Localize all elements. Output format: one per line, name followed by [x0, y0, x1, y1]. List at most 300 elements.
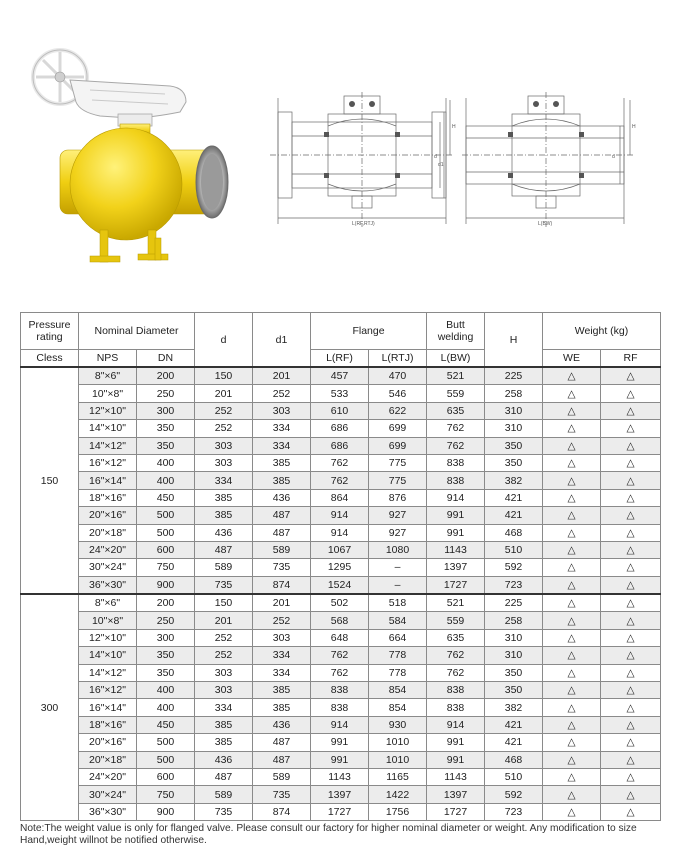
cell-dn: 300	[137, 402, 195, 419]
cell-d: 201	[195, 612, 253, 629]
cell-l-rf: 568	[311, 612, 369, 629]
cell-l-rtj: 1756	[369, 803, 427, 820]
header-d: d	[195, 313, 253, 368]
header-dn: DN	[137, 350, 195, 368]
cell-l-bw: 1143	[427, 768, 485, 785]
cell-d1: 303	[253, 629, 311, 646]
cell-d1: 487	[253, 751, 311, 768]
cell-dn: 450	[137, 489, 195, 506]
cell-d: 589	[195, 786, 253, 803]
drawing-left-length-label: L(RF,RTJ)	[352, 221, 375, 227]
drawing-left-d-label: d	[434, 154, 437, 160]
cell-l-rtj: 927	[369, 524, 427, 541]
cell-d: 252	[195, 402, 253, 419]
cell-h: 310	[485, 420, 543, 437]
header-nps: NPS	[79, 350, 137, 368]
table-row	[21, 612, 661, 629]
table-row	[21, 768, 661, 785]
cell-dn: 400	[137, 699, 195, 716]
drawing-right-length-label: L(BW)	[538, 221, 553, 227]
cell-we: △	[543, 682, 601, 699]
cell-l-rf: 533	[311, 385, 369, 402]
header-nominal-diameter: Nominal Diameter	[79, 313, 195, 350]
cell-l-rtj: 584	[369, 612, 427, 629]
cell-l-rf: 502	[311, 594, 369, 612]
cell-h: 382	[485, 472, 543, 489]
table-row	[21, 420, 661, 437]
cell-l-rf: 686	[311, 437, 369, 454]
cell-l-rtj: 518	[369, 594, 427, 612]
cell-h: 510	[485, 541, 543, 558]
table-row	[21, 385, 661, 402]
cell-h: 350	[485, 682, 543, 699]
header-weight: Weight (kg)	[543, 313, 661, 350]
cell-l-rf: 686	[311, 420, 369, 437]
cell-dn: 600	[137, 541, 195, 558]
cell-nps: 24"×20"	[79, 541, 137, 558]
cell-d: 735	[195, 576, 253, 594]
cell-dn: 500	[137, 734, 195, 751]
cell-l-rtj: 622	[369, 402, 427, 419]
cell-rf: △	[601, 489, 661, 506]
cell-l-bw: 1397	[427, 786, 485, 803]
cell-l-rf: 914	[311, 716, 369, 733]
cell-nps: 8"×6"	[79, 367, 137, 385]
cell-l-bw: 838	[427, 699, 485, 716]
cell-h: 510	[485, 768, 543, 785]
cell-rf: △	[601, 541, 661, 558]
cell-d1: 874	[253, 803, 311, 820]
cell-d: 303	[195, 682, 253, 699]
cell-we: △	[543, 734, 601, 751]
table-row	[21, 367, 661, 385]
cell-we: △	[543, 385, 601, 402]
cell-l-rf: 838	[311, 699, 369, 716]
cell-rf: △	[601, 367, 661, 385]
header-flange: Flange	[311, 313, 427, 350]
cell-h: 258	[485, 385, 543, 402]
cell-l-rtj: 1010	[369, 751, 427, 768]
table-row	[21, 699, 661, 716]
cell-we: △	[543, 629, 601, 646]
cell-nps: 8"×6"	[79, 594, 137, 612]
cell-h: 225	[485, 594, 543, 612]
cell-l-rtj: –	[369, 576, 427, 594]
cell-l-rf: 864	[311, 489, 369, 506]
cell-rf: △	[601, 612, 661, 629]
gearbox-icon	[70, 80, 186, 126]
cell-nps: 10"×8"	[79, 612, 137, 629]
cell-we: △	[543, 786, 601, 803]
cell-we: △	[543, 559, 601, 576]
drawing-left-d1-label: d1	[438, 162, 444, 168]
cell-d: 201	[195, 385, 253, 402]
cell-dn: 900	[137, 803, 195, 820]
cell-nps: 20"×16"	[79, 507, 137, 524]
cell-dn: 500	[137, 751, 195, 768]
cell-d1: 334	[253, 437, 311, 454]
cell-h: 350	[485, 664, 543, 681]
cell-nps: 24"×20"	[79, 768, 137, 785]
cell-l-rf: 1143	[311, 768, 369, 785]
cell-l-rtj: 930	[369, 716, 427, 733]
cell-l-bw: 762	[427, 437, 485, 454]
cell-nps: 20"×16"	[79, 734, 137, 751]
cell-we: △	[543, 541, 601, 558]
header-l-rf: L(RF)	[311, 350, 369, 368]
table-row	[21, 472, 661, 489]
cell-rf: △	[601, 751, 661, 768]
cell-dn: 500	[137, 524, 195, 541]
cell-rf: △	[601, 716, 661, 733]
cell-l-rtj: 699	[369, 437, 427, 454]
cell-we: △	[543, 647, 601, 664]
cell-d: 385	[195, 734, 253, 751]
cell-we: △	[543, 454, 601, 471]
header-d1: d1	[253, 313, 311, 368]
cell-d: 436	[195, 751, 253, 768]
cell-dn: 350	[137, 437, 195, 454]
table-row	[21, 647, 661, 664]
cell-l-rtj: 876	[369, 489, 427, 506]
cell-nps: 18"×16"	[79, 716, 137, 733]
table-row	[21, 803, 661, 820]
cell-d1: 735	[253, 786, 311, 803]
cell-nps: 12"×10"	[79, 402, 137, 419]
cell-l-bw: 762	[427, 647, 485, 664]
cell-nps: 14"×10"	[79, 647, 137, 664]
cell-l-bw: 1727	[427, 576, 485, 594]
cell-h: 310	[485, 402, 543, 419]
cell-dn: 400	[137, 454, 195, 471]
cell-d: 252	[195, 629, 253, 646]
cell-nps: 20"×18"	[79, 751, 137, 768]
cell-d: 385	[195, 507, 253, 524]
cell-we: △	[543, 612, 601, 629]
cell-d: 150	[195, 367, 253, 385]
cell-l-rtj: 1165	[369, 768, 427, 785]
cell-d: 303	[195, 664, 253, 681]
cell-dn: 300	[137, 629, 195, 646]
table-row	[21, 402, 661, 419]
cell-rf: △	[601, 402, 661, 419]
table-row	[21, 454, 661, 471]
table-row	[21, 541, 661, 558]
cell-l-bw: 635	[427, 402, 485, 419]
cell-l-rf: 610	[311, 402, 369, 419]
cell-d: 385	[195, 489, 253, 506]
cell-dn: 250	[137, 385, 195, 402]
cell-rf: △	[601, 559, 661, 576]
cell-d: 150	[195, 594, 253, 612]
cell-l-rf: 1397	[311, 786, 369, 803]
cell-l-rtj: 778	[369, 664, 427, 681]
cell-dn: 600	[137, 768, 195, 785]
cell-rf: △	[601, 420, 661, 437]
cell-nps: 30"×24"	[79, 786, 137, 803]
cell-d: 334	[195, 699, 253, 716]
cell-d: 735	[195, 803, 253, 820]
header-class: Cless	[21, 350, 79, 368]
cell-we: △	[543, 489, 601, 506]
cell-h: 421	[485, 489, 543, 506]
cell-h: 592	[485, 786, 543, 803]
cell-h: 723	[485, 803, 543, 820]
cell-d: 252	[195, 420, 253, 437]
cell-l-rf: 648	[311, 629, 369, 646]
header-h: H	[485, 313, 543, 368]
cell-nps: 16"×12"	[79, 682, 137, 699]
cell-rf: △	[601, 699, 661, 716]
cell-we: △	[543, 594, 601, 612]
cell-d1: 874	[253, 576, 311, 594]
cell-d1: 252	[253, 612, 311, 629]
cell-d: 303	[195, 454, 253, 471]
flanged-valve-drawing	[268, 92, 456, 232]
table-row	[21, 576, 661, 594]
cell-nps: 16"×14"	[79, 699, 137, 716]
cell-d1: 385	[253, 454, 311, 471]
cell-l-rf: 1067	[311, 541, 369, 558]
cell-l-rf: 762	[311, 454, 369, 471]
cell-we: △	[543, 716, 601, 733]
cell-we: △	[543, 751, 601, 768]
cell-d: 252	[195, 647, 253, 664]
footnote: Note:The weight value is only for flanged valve. Please consult our factory for higher nominal diameter or weight. Any modification to size Hand,weight willnot be notified otherwise.	[20, 823, 637, 846]
cell-h: 225	[485, 367, 543, 385]
cell-rf: △	[601, 629, 661, 646]
cell-l-rf: 991	[311, 734, 369, 751]
cell-rf: △	[601, 594, 661, 612]
cell-l-rtj: –	[369, 559, 427, 576]
cell-rf: △	[601, 768, 661, 785]
table-row	[21, 524, 661, 541]
cell-h: 723	[485, 576, 543, 594]
cell-dn: 750	[137, 559, 195, 576]
cell-l-bw: 991	[427, 751, 485, 768]
cell-d1: 201	[253, 367, 311, 385]
cell-l-rtj: 854	[369, 682, 427, 699]
cell-h: 421	[485, 734, 543, 751]
cell-d: 589	[195, 559, 253, 576]
cell-rf: △	[601, 786, 661, 803]
cell-we: △	[543, 768, 601, 785]
cell-l-rtj: 664	[369, 629, 427, 646]
cell-d: 487	[195, 541, 253, 558]
cell-l-rf: 914	[311, 524, 369, 541]
cell-d1: 487	[253, 507, 311, 524]
cell-d: 385	[195, 716, 253, 733]
cell-nps: 16"×12"	[79, 454, 137, 471]
table-row	[21, 507, 661, 524]
cell-l-rtj: 775	[369, 454, 427, 471]
cell-d1: 334	[253, 420, 311, 437]
header-l-bw: L(BW)	[427, 350, 485, 368]
cell-l-bw: 762	[427, 664, 485, 681]
cell-d1: 589	[253, 768, 311, 785]
cell-nps: 10"×8"	[79, 385, 137, 402]
table-row	[21, 664, 661, 681]
cell-l-rtj: 927	[369, 507, 427, 524]
cell-h: 468	[485, 751, 543, 768]
cell-nps: 14"×12"	[79, 437, 137, 454]
class-cell: 150	[21, 367, 79, 594]
cell-d1: 252	[253, 385, 311, 402]
table-row	[21, 716, 661, 733]
table-row	[21, 786, 661, 803]
cell-l-rtj: 546	[369, 385, 427, 402]
cell-dn: 450	[137, 716, 195, 733]
cell-h: 382	[485, 699, 543, 716]
cell-rf: △	[601, 437, 661, 454]
cell-h: 258	[485, 612, 543, 629]
cell-l-rtj: 854	[369, 699, 427, 716]
cell-d1: 436	[253, 716, 311, 733]
cell-dn: 250	[137, 612, 195, 629]
header-pressure-rating: Pressure rating	[21, 313, 79, 350]
cell-d1: 487	[253, 734, 311, 751]
cell-l-bw: 1727	[427, 803, 485, 820]
cell-l-rtj: 1080	[369, 541, 427, 558]
cell-we: △	[543, 699, 601, 716]
cell-l-rf: 1295	[311, 559, 369, 576]
cell-l-rtj: 699	[369, 420, 427, 437]
cell-h: 310	[485, 647, 543, 664]
table-row	[21, 682, 661, 699]
cell-l-bw: 559	[427, 612, 485, 629]
cell-l-bw: 914	[427, 489, 485, 506]
cell-h: 468	[485, 524, 543, 541]
cell-we: △	[543, 367, 601, 385]
cell-l-rtj: 778	[369, 647, 427, 664]
cell-d1: 735	[253, 559, 311, 576]
cell-rf: △	[601, 576, 661, 594]
table-row	[21, 734, 661, 751]
cell-l-rtj: 775	[369, 472, 427, 489]
header-rf: RF	[601, 350, 661, 368]
cell-d: 303	[195, 437, 253, 454]
cell-we: △	[543, 576, 601, 594]
cell-we: △	[543, 524, 601, 541]
figure-area	[0, 0, 680, 300]
cell-d1: 334	[253, 664, 311, 681]
cell-l-bw: 1397	[427, 559, 485, 576]
cell-rf: △	[601, 454, 661, 471]
cell-dn: 350	[137, 420, 195, 437]
cell-rf: △	[601, 803, 661, 820]
cell-h: 592	[485, 559, 543, 576]
cell-we: △	[543, 803, 601, 820]
drawing-right-h-label: H	[632, 124, 636, 130]
cell-d1: 334	[253, 647, 311, 664]
cell-l-rf: 914	[311, 507, 369, 524]
cell-nps: 12"×10"	[79, 629, 137, 646]
class-cell: 300	[21, 594, 79, 821]
cell-l-bw: 991	[427, 524, 485, 541]
table-row	[21, 489, 661, 506]
cell-l-bw: 521	[427, 367, 485, 385]
cell-we: △	[543, 507, 601, 524]
table-row	[21, 594, 661, 612]
cell-nps: 14"×12"	[79, 664, 137, 681]
drawing-left-h-label: H	[452, 124, 456, 130]
cell-h: 421	[485, 716, 543, 733]
cell-dn: 900	[137, 576, 195, 594]
cell-we: △	[543, 420, 601, 437]
cell-rf: △	[601, 507, 661, 524]
cell-d1: 303	[253, 402, 311, 419]
cell-l-rf: 762	[311, 472, 369, 489]
dimension-table	[20, 312, 661, 821]
cell-we: △	[543, 664, 601, 681]
cell-h: 350	[485, 437, 543, 454]
cell-nps: 14"×10"	[79, 420, 137, 437]
cell-nps: 36"×30"	[79, 803, 137, 820]
cell-h: 310	[485, 629, 543, 646]
cell-nps: 18"×16"	[79, 489, 137, 506]
drawing-right-d-label: d	[612, 154, 615, 160]
cell-d1: 385	[253, 682, 311, 699]
cell-l-bw: 991	[427, 507, 485, 524]
cell-l-rf: 991	[311, 751, 369, 768]
butt-weld-valve-drawing	[462, 92, 638, 232]
cell-d1: 436	[253, 489, 311, 506]
cell-l-bw: 838	[427, 682, 485, 699]
cell-rf: △	[601, 524, 661, 541]
cell-d1: 385	[253, 472, 311, 489]
header-butt-welding: Butt welding	[427, 313, 485, 350]
cell-dn: 400	[137, 472, 195, 489]
cell-rf: △	[601, 472, 661, 489]
cell-l-rtj: 1010	[369, 734, 427, 751]
cell-dn: 350	[137, 647, 195, 664]
header-we: WE	[543, 350, 601, 368]
cell-l-bw: 838	[427, 454, 485, 471]
cell-dn: 350	[137, 664, 195, 681]
cell-l-rf: 1727	[311, 803, 369, 820]
cell-we: △	[543, 437, 601, 454]
cell-l-rf: 457	[311, 367, 369, 385]
cell-l-bw: 521	[427, 594, 485, 612]
cell-d: 436	[195, 524, 253, 541]
cell-d1: 589	[253, 541, 311, 558]
table-body	[21, 367, 661, 821]
cell-dn: 200	[137, 367, 195, 385]
cell-we: △	[543, 402, 601, 419]
cell-d1: 385	[253, 699, 311, 716]
table-row	[21, 629, 661, 646]
cell-dn: 400	[137, 682, 195, 699]
cell-rf: △	[601, 664, 661, 681]
cell-l-rf: 762	[311, 664, 369, 681]
cell-h: 421	[485, 507, 543, 524]
header-l-rtj: L(RTJ)	[369, 350, 427, 368]
cell-l-bw: 838	[427, 472, 485, 489]
ball-valve-photo	[30, 42, 230, 272]
cell-d: 487	[195, 768, 253, 785]
cell-d1: 201	[253, 594, 311, 612]
cell-l-rtj: 1422	[369, 786, 427, 803]
cell-l-bw: 1143	[427, 541, 485, 558]
table-row	[21, 751, 661, 768]
cell-l-rtj: 470	[369, 367, 427, 385]
cell-nps: 16"×14"	[79, 472, 137, 489]
cell-rf: △	[601, 734, 661, 751]
cell-l-bw: 914	[427, 716, 485, 733]
cell-l-rf: 762	[311, 647, 369, 664]
cell-dn: 200	[137, 594, 195, 612]
cell-nps: 20"×18"	[79, 524, 137, 541]
